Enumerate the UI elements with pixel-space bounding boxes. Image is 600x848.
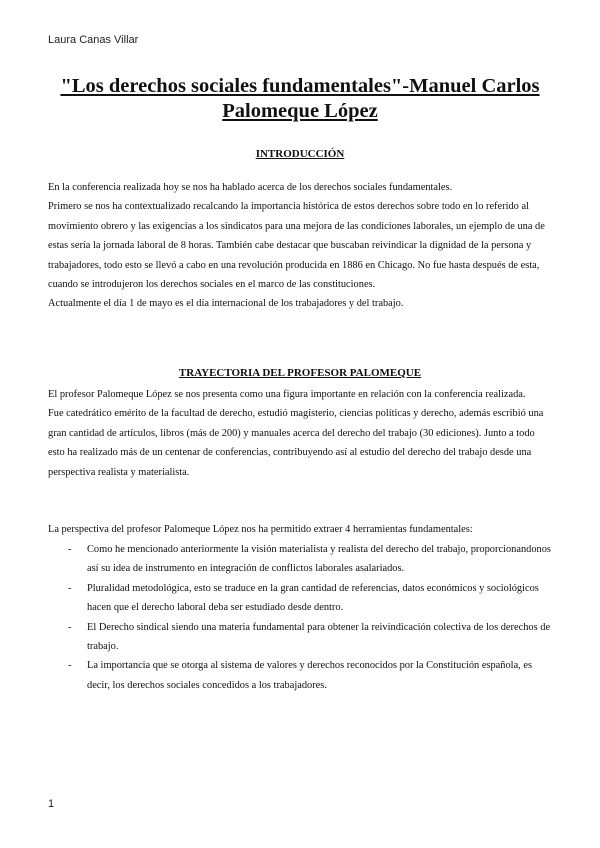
bullet-dash: -	[68, 621, 72, 633]
section-heading-introduccion: INTRODUCCIÓN	[255, 148, 345, 160]
tools-intro	[48, 520, 554, 539]
list-item	[48, 618, 554, 657]
bullet-dash: -	[68, 544, 72, 555]
list-item	[48, 540, 554, 579]
list-item-text: Como he mencionado anteriormente la visión materialista y realista del derecho del trabajo, proporcionandonos así su idea de instrumento en integración de conflictos laborales asalariados.	[87, 544, 551, 575]
tools-intro-text: La perspectiva del profesor Palomeque López nos ha permitido extraer 4 herramientas fundamentales:	[48, 524, 473, 535]
trajectory-body	[48, 385, 554, 482]
bullet-dash: -	[68, 660, 72, 672]
list-item	[48, 579, 554, 618]
intro-paragraph: Actualmente el día 1 de mayo es el día internacional de los trabajadores y del trabajo.	[48, 298, 404, 310]
list-item-text: La importancia que se otorga al sistema de valores y derechos reconocidos por la Constitución española, es decir, los derechos sociales concedidos a los trabajadores.	[87, 660, 533, 691]
section-heading-trayectoria: TRAYECTORIA DEL PROFESOR PALOMEQUE	[178, 367, 422, 379]
list-item	[48, 656, 554, 695]
intro-body	[48, 178, 554, 314]
intro-paragraph: En la conferencia realizada hoy se nos ha hablado acerca de los derechos sociales fundamentales.	[48, 182, 453, 193]
trajectory-paragraph: Fue catedrático emérito de la facultad de derecho, estudió magisterio, ciencias políticas y derecho, además escribió una gran cantidad de artículos, libros (más de 200) y manuales acerca del derecho del trabajo (30 ediciones). Junto a todo esto ha realizado más de un centenar de conferencias, contribuyendo así al estudio del derecho del trabajo desde una perspectiva realista y materialista.	[48, 408, 544, 478]
document-title-line-1: "Los derechos sociales fundamentales"-Manuel Carlos	[60, 75, 540, 97]
tools-list	[48, 540, 554, 695]
list-item-text: Pluralidad metodológica, esto se traduce en la gran cantidad de referencias, datos económicos y sociológicos hacen que el derecho laboral deba ser estudiado desde dentro.	[87, 582, 539, 614]
intro-paragraph: Primero se nos ha contextualizado recalcando la importancia histórica de estos derechos sobre todo en lo referido al movimiento obrero y las exigencias a los sindicatos para una mejora de las condiciones laborales, un ejemplo de una de estas sería la jornada laboral de 8 horas. También cabe destacar que buscaban reivindicar la dignidad de la persona y trabajadores, todo esto se llevó a cabo en una revolución producida en 1886 en Chicago. No fue hasta después de esta, cuando se introdujeron los derechos sociales en el marco de las constituciones.	[48, 201, 545, 291]
page-number: 1	[48, 798, 55, 810]
document-title	[40, 74, 560, 124]
bullet-dash: -	[68, 582, 72, 594]
list-item-text: El Derecho sindical siendo una materia fundamental para obtener la reivindicación colectiva de los derechos de trabajo.	[87, 621, 551, 653]
document-title-line-2: Palomeque López	[222, 100, 378, 122]
trajectory-paragraph: El profesor Palomeque López se nos presenta como una figura importante en relación con la conferencia realizada.	[48, 389, 526, 400]
page-header-author: Laura Canas Villar	[48, 34, 139, 46]
